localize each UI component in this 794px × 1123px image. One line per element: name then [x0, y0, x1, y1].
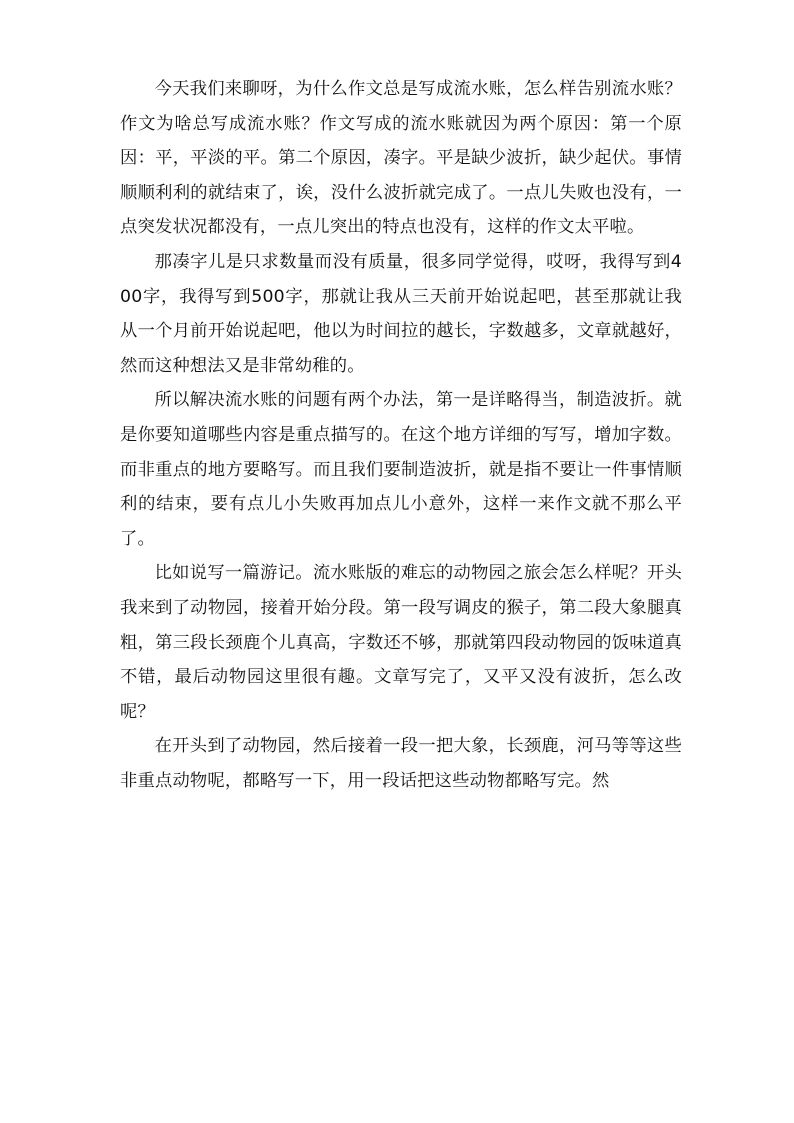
paragraph-3: 所以解决流水账的问题有两个办法，第一是详略得当，制造波折。就是你要知道哪些内容是重点描写的。在这个地方详细的写写，增加字数。而非重点的地方要略写。而且我们要制造波折，就是指不要让一件事情顺利的结束，要有点儿小失败再加点儿小意外，这样一来作文就不那么平了。: [120, 390, 682, 549]
paragraph-4: 比如说写一篇游记。流水账版的难忘的动物园之旅会怎么样呢？开头我来到了动物园，接着开始分段。第一段写调皮的猴子，第二段大象腿真粗，第三段长颈鹿个儿真高，字数还不够，那就第四段动物园的饭味道真不错，最后动物园这里很有趣。文章写完了，又平又没有波折，怎么改呢？: [120, 563, 682, 722]
document-body: [120, 72, 682, 798]
paragraph-5: 在开头到了动物园，然后接着一段一把大象，长颈鹿，河马等等这些非重点动物呢，都略写一下，用一段话把这些动物都略写完。然: [120, 736, 682, 791]
paragraph-2: 那凑字儿是只求数量而没有质量，很多同学觉得，哎呀，我得写到400字，我得写到500字，那就让我从三天前开始说起吧，甚至那就让我从一个月前开始说起吧，他以为时间拉的越长，字数越多，文章就越好，然而这种想法又是非常幼稚的。: [120, 251, 682, 376]
paragraph-1: 今天我们来聊呀，为什么作文总是写成流水账，怎么样告别流水账？作文为啥总写成流水账？作文写成的流水账就因为两个原因：第一个原因：平，平淡的平。第二个原因，凑字。平是缺少波折，缺少起伏。事情顺顺利利的就结束了，诶，没什么波折就完成了。一点儿失败也没有，一点突发状况都没有，一点儿突出的特点也没有，这样的作文太平啦。: [120, 79, 682, 238]
